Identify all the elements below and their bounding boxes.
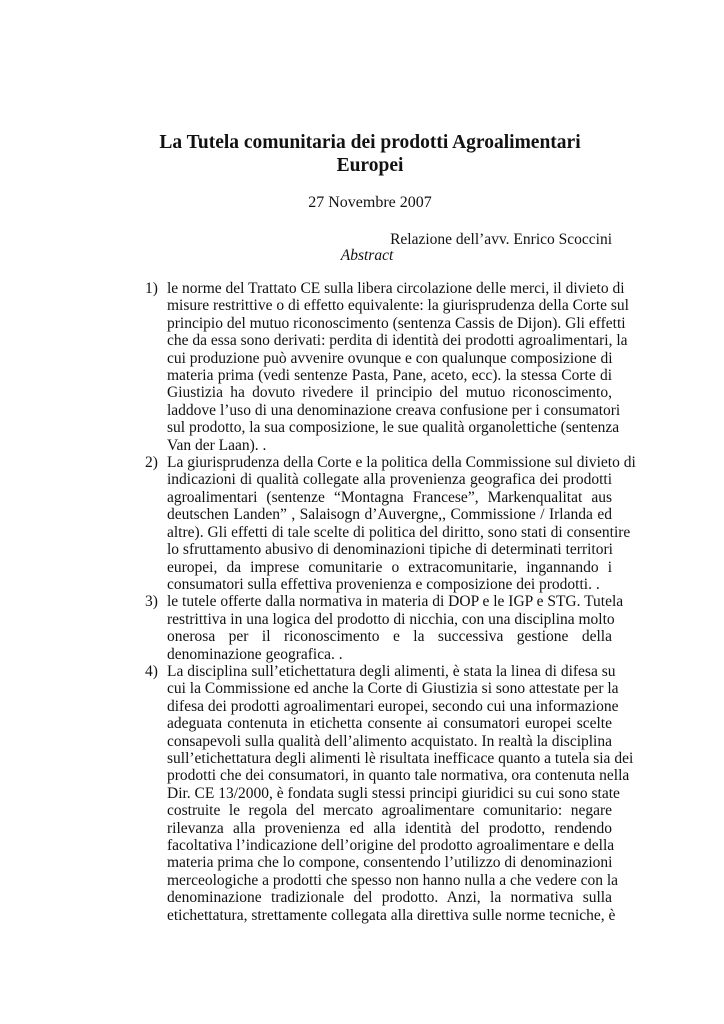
- title-line: Europei: [336, 155, 404, 176]
- list-item: [145, 662, 634, 924]
- text-line: restrittiva in una logica del prodotto di nicchia, con una disciplina molto: [167, 610, 615, 628]
- text-line: le tutele offerte dalla normativa in materia di DOP e le IGP e STG. Tutela: [167, 593, 624, 611]
- text-line: etichettatura, strettamente collegata alla direttiva sulle norme tecniche, è: [167, 906, 616, 924]
- list-item-number: 1): [145, 280, 158, 297]
- text-line: consapevoli sulla qualità dell’alimento acquistato. In realtà la disciplina: [167, 732, 612, 750]
- text-line: laddove l’uso di una denominazione creava confusione per i consumatori: [167, 401, 621, 419]
- text-line: denominazione geografica. .: [167, 645, 343, 663]
- text-line: agroalimentari (sentenze “Montagna Francese”, Markenqualitat aus: [167, 488, 612, 506]
- text-line: materia prima (vedi sentenze Pasta, Pane, aceto, ecc). la stessa Corte di: [167, 367, 612, 385]
- document-date: 27 Novembre 2007: [308, 194, 432, 211]
- list-item: [145, 280, 629, 454]
- numbered-list: [145, 280, 636, 924]
- text-line: misure restrittive o di effetto equivalente: la giurisprudenza della Corte sul: [167, 297, 629, 315]
- list-item-number: 4): [145, 662, 158, 680]
- text-line: indicazioni di qualità collegate alla provenienza geografica dei prodotti: [167, 471, 612, 489]
- text-line: le norme del Trattato CE sulla libera circolazione delle merci, il divieto di: [167, 280, 625, 297]
- text-line: rilevanza alla provenienza ed alla identità del prodotto, rendendo: [167, 819, 612, 837]
- text-line: deutschen Landen” , Salaisogn d’Auvergne,, Commissione / Irlanda ed: [167, 506, 612, 524]
- author-line: Relazione dell’avv. Enrico Scoccini: [390, 231, 612, 248]
- text-line: consumatori sulla effettiva provenienza e composizione dei prodotti. .: [167, 575, 600, 593]
- text-line: denominazione tradizionale del prodotto. Anzi, la normativa sulla: [167, 889, 612, 907]
- document-title: [0, 131, 724, 177]
- text-line: facoltativa l’indicazione dell’origine del prodotto agroalimentare e della: [167, 837, 615, 854]
- text-line: Van der Laan). .: [167, 436, 267, 454]
- text-line: cui la Commissione ed anche la Corte di Giustizia si sono attestate per la: [167, 680, 619, 698]
- text-line: prodotti che dei consumatori, in quanto tale normativa, ora contenuta nella: [167, 767, 630, 785]
- text-line: La giurisprudenza della Corte e la politica della Commissione sul divieto di: [167, 454, 636, 472]
- text-line: Dir. CE 13/2000, è fondata sugli stessi principi giuridici su cui sono state: [167, 784, 620, 802]
- text-line: costruite le regola del mercato agroalimentare comunitario: negare: [167, 802, 612, 820]
- list-item: [145, 454, 636, 593]
- text-line: La disciplina sull’etichettatura degli alimenti, è stata la linea di difesa su: [167, 662, 616, 680]
- text-line: principio del mutuo riconoscimento (sentenza Cassis de Dijon). Gli effetti: [167, 314, 626, 332]
- text-line: altre). Gli effetti di tale scelte di politica del diritto, sono stati di consentire: [167, 523, 631, 541]
- text-line: cui produzione può avvenire ovunque e con qualunque composizione di: [167, 349, 613, 367]
- text-line: Giustizia ha dovuto rivedere il principio del mutuo riconoscimento,: [167, 384, 612, 402]
- text-line: che da essa sono derivati: perdita di identità dei prodotti agroalimentari, la: [167, 332, 628, 350]
- text-line: sull’etichettatura degli alimenti lè risultata inefficace quanto a tutela sia dei: [167, 749, 634, 767]
- text-line: sul prodotto, la sua composizione, le sue qualità organolettiche (sentenza: [167, 419, 620, 437]
- text-line: difesa dei prodotti agroalimentari europei, secondo cui una informazione: [167, 697, 619, 715]
- list-item-number: 2): [145, 454, 158, 472]
- list-item: [145, 593, 624, 663]
- text-line: adeguata contenuta in etichetta consente ai consumatori europei scelte: [167, 715, 612, 733]
- text-line: lo sfruttamento abusivo di denominazioni tipiche di determinati territori: [167, 541, 613, 559]
- text-line: materia prima che lo compone, consentendo l’utilizzo di denominazioni: [167, 854, 613, 872]
- text-line: onerosa per il riconoscimento e la successiva gestione della: [167, 628, 612, 646]
- list-item-number: 3): [145, 593, 158, 611]
- title-line: La Tutela comunitaria dei prodotti Agroalimentari: [159, 132, 581, 153]
- text-line: merceologiche a prodotti che spesso non hanno nulla a che vedere con la: [167, 871, 619, 889]
- abstract-heading: Abstract: [340, 247, 394, 264]
- text-line: europei, da imprese comunitarie o extracomunitarie, ingannando i: [167, 558, 612, 576]
